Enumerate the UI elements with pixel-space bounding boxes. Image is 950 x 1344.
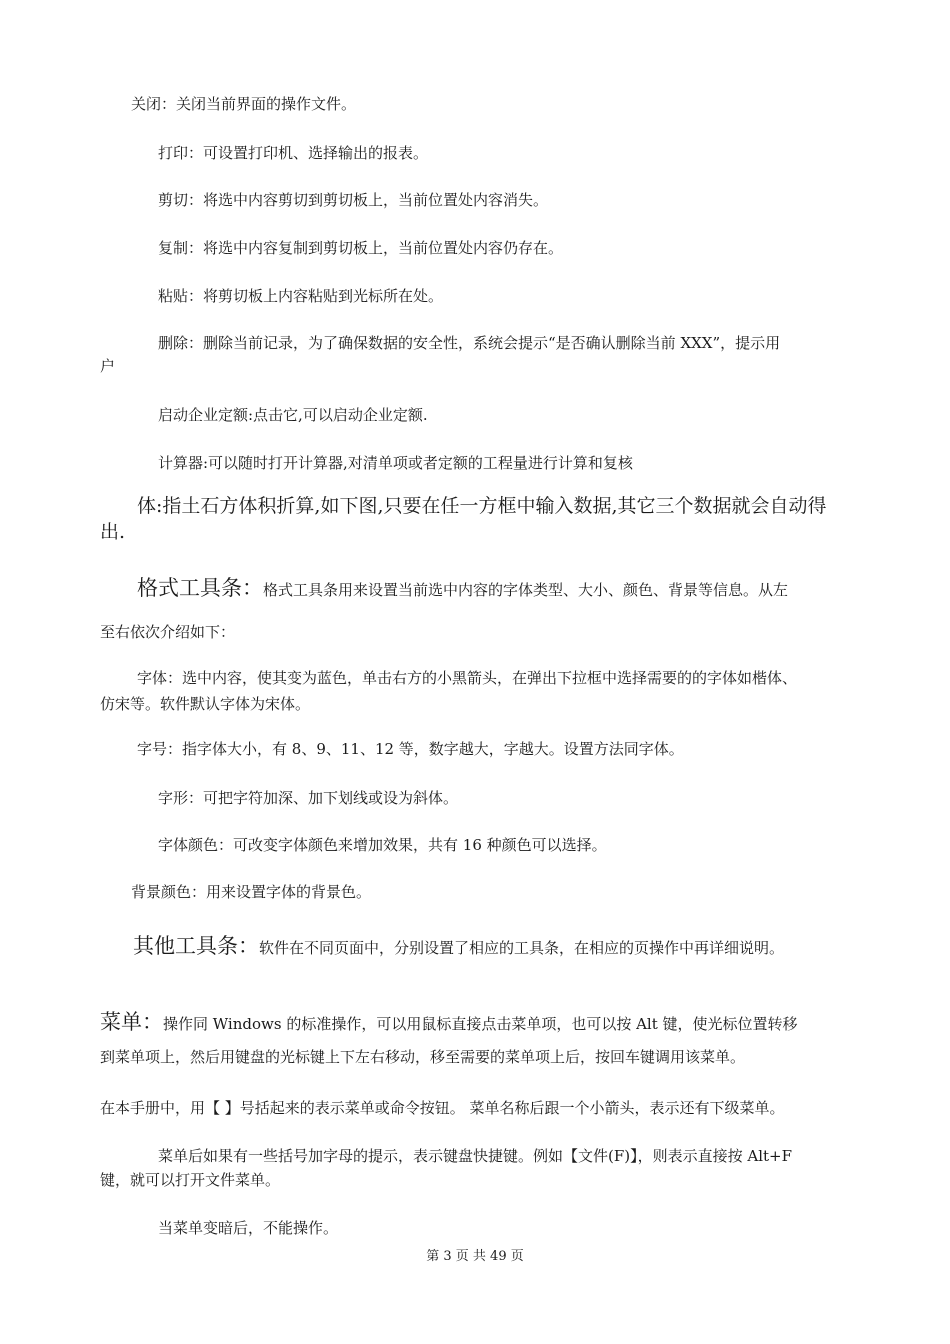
copy-line: 复制：将选中内容复制到剪切板上，当前位置处内容仍存在。 [158, 239, 564, 257]
menu-disabled-line: 当菜单变暗后，不能操作。 [158, 1219, 339, 1237]
delete-line: 删除：删除当前记录，为了确保数据的安全性，系统会提示“是否确认删除当前 XXX”，提示用 [158, 334, 781, 352]
close-line: 关闭：关闭当前界面的操作文件。 [131, 95, 357, 113]
volume-line: 体:指土石方体积折算,如下图,只要在任一方框中输入数据,其它三个数据就会自动得 [137, 495, 827, 517]
volume-line-cont: 出. [100, 521, 126, 543]
font-size-line: 字号：指字体大小，有 8、9、11、12 等，数字越大，字越大。设置方法同字体。 [137, 740, 684, 758]
format-toolbar-text-cont: 至右依次介绍如下： [100, 623, 236, 641]
delete-line-cont: 户 [100, 357, 116, 375]
menu-text: 操作同 Windows 的标准操作，可以用鼠标直接点击菜单项，也可以按 Alt 键，使光标位置转移 [163, 1015, 798, 1033]
format-toolbar-text: 格式工具条用来设置当前选中内容的字体类型、大小、颜色、背景等信息。从左 [263, 581, 789, 599]
print-line: 打印：可设置打印机、选择输出的报表。 [158, 144, 429, 162]
format-toolbar-heading: 格式工具条： [137, 576, 263, 600]
font-color-line: 字体颜色：可改变字体颜色来增加效果，共有 16 种颜色可以选择。 [158, 836, 607, 854]
menu-heading: 菜单： [100, 1010, 163, 1034]
menu-text-cont: 到菜单项上，然后用键盘的光标键上下左右移动，移至需要的菜单项上后，按回车键调用该菜单。 [100, 1048, 746, 1066]
menu-shortcut-line: 菜单后如果有一些括号加字母的提示，表示键盘快捷键。例如【文件(F)】，则表示直接按 Alt+F [158, 1147, 793, 1165]
menu-brackets-line: 在本手册中，用【 】号括起来的表示菜单或命令按钮。 菜单名称后跟一个小箭头，表示还有下级菜单。 [100, 1099, 785, 1117]
font-line-cont: 仿宋等。软件默认字体为宋体。 [100, 695, 311, 713]
font-line: 字体：选中内容，使其变为蓝色，单击右方的小黑箭头，在弹出下拉框中选择需要的的字体如楷体、 [137, 669, 798, 687]
menu-shortcut-line-cont: 键，就可以打开文件菜单。 [100, 1171, 281, 1189]
background-color-line: 背景颜色：用来设置字体的背景色。 [131, 883, 372, 901]
quota-line: 启动企业定额:点击它,可以启动企业定额. [158, 406, 428, 424]
other-toolbar-para [133, 934, 784, 960]
font-style-line: 字形：可把字符加深、加下划线或设为斜体。 [158, 789, 459, 807]
calculator-line: 计算器:可以随时打开计算器,对清单项或者定额的工程量进行计算和复核 [158, 454, 633, 472]
cut-line: 剪切：将选中内容剪切到剪切板上，当前位置处内容消失。 [158, 191, 549, 209]
menu-para [100, 1010, 798, 1036]
other-toolbar-text: 软件在不同页面中，分别设置了相应的工具条，在相应的页操作中再详细说明。 [259, 939, 785, 957]
format-toolbar-para [137, 576, 788, 602]
paste-line: 粘贴：将剪切板上内容粘贴到光标所在处。 [158, 287, 444, 305]
page-footer: 第 3 页 共 49 页 [426, 1249, 524, 1264]
other-toolbar-heading: 其他工具条： [133, 934, 259, 958]
